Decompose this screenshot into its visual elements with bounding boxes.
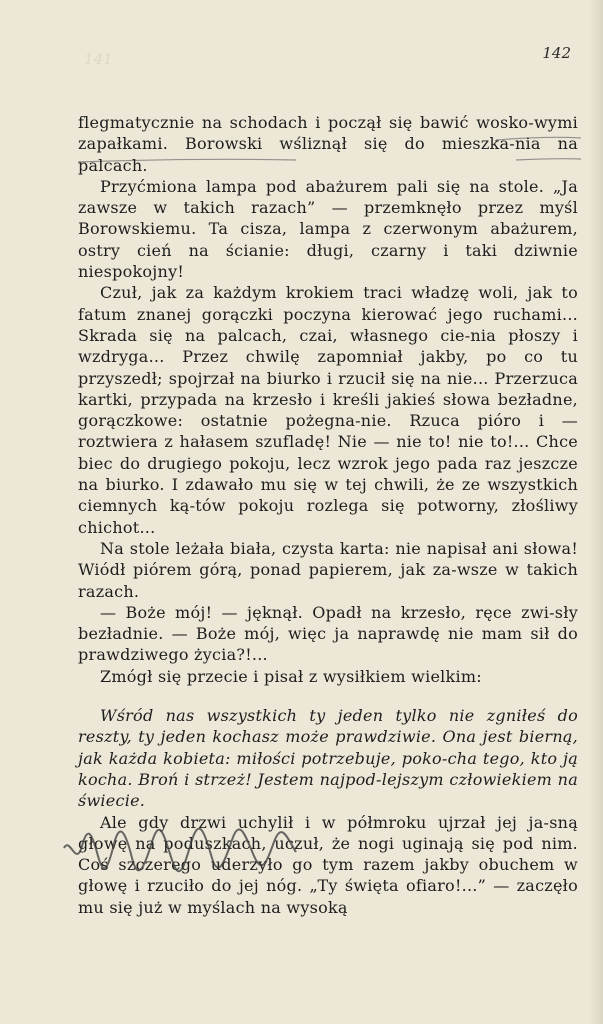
letter-paragraph: Wśród nas wszystkich ty jeden tylko nie zgniłeś do reszty, ty jeden kochasz może prawdziwie. Ona jest bierną, jak każda kobieta: miłości potrzebuje, poko-cha tego, kto ją kocha. Broń i strzeż! Jestem najpod-lejszym człowiekiem na świecie. <box>78 706 578 811</box>
body-text <box>78 112 578 918</box>
paragraph-2: Czuł, jak za każdym krokiem traci władzę woli, jak to fatum znanej gorączki poczyna kierować jego ruchami... Skrada się na palcach, czai, własnego cie-nia płoszy i wzdryga... Przez chwilę zapomniał jakby, po co tu przyszedł; spojrzał na biurko i rzucił się na nie... Przerzuca kartki, przypada na krzesło i kreśli jakieś słowa bezładne, gorączkowe: ostatnie pożegna-nie. Rzuca pióro i — roztwiera z hałasem szufladę! Nie — nie to! nie to!... Chce biec do drugiego pokoju, lecz wzrok jego pada raz jeszcze na biurko. I zdawało mu się w tej chwili, że ze wszystkich ciemnych ką-tów pokoju rozlega się potworny, złośliwy chichot... <box>78 283 578 537</box>
page-edge-shadow <box>589 0 603 1024</box>
paragraph-gap <box>78 687 578 705</box>
paragraph-8: Ale gdy drzwi uchylił i w półmroku ujrzał jej ja-sną głowę na poduszkach, uczuł, że nogi uginają się pod nim. Coś szczerego uderzyło go tym razem jakby obuchem w głowę i rzuciło do jej nóg. „Ty święta ofiaro!...” — zaczęło mu się już w myślach na wysoką <box>78 812 578 917</box>
paragraph-1: Przyćmiona lampa pod abażurem pali się na stole. „Ja zawsze w takich razach” — przemknęło przez myśl Borowskiemu. Ta cisza, lampa z czerwonym abażurem, ostry cień na ścianie: długi, czarny i taki dziwnie niespokojny! <box>78 176 578 282</box>
paragraph-5: Zmógł się przecie i pisał z wysiłkiem wielkim: <box>100 666 482 686</box>
page-number: 142 <box>542 44 571 62</box>
paragraph-0: flegmatycznie na schodach i począł się bawić wosko-wymi zapałkami. Borowski wśliznął się do mieszka-nia na palcach. <box>78 113 578 175</box>
paragraph-4: — Boże mój! — jęknął. Opadł na krzesło, ręce zwi-sły bezładnie. — Boże mój, więc ja naprawdę nie mam sił do prawdziwego życia?!... <box>78 602 578 665</box>
bleed-through-mark: 141 <box>84 50 113 68</box>
paragraph-3: Na stole leżała biała, czysta karta: nie napisał ani słowa! Wiódł piórem górą, ponad papierem, jak za-wsze w takich razach. <box>78 538 578 601</box>
